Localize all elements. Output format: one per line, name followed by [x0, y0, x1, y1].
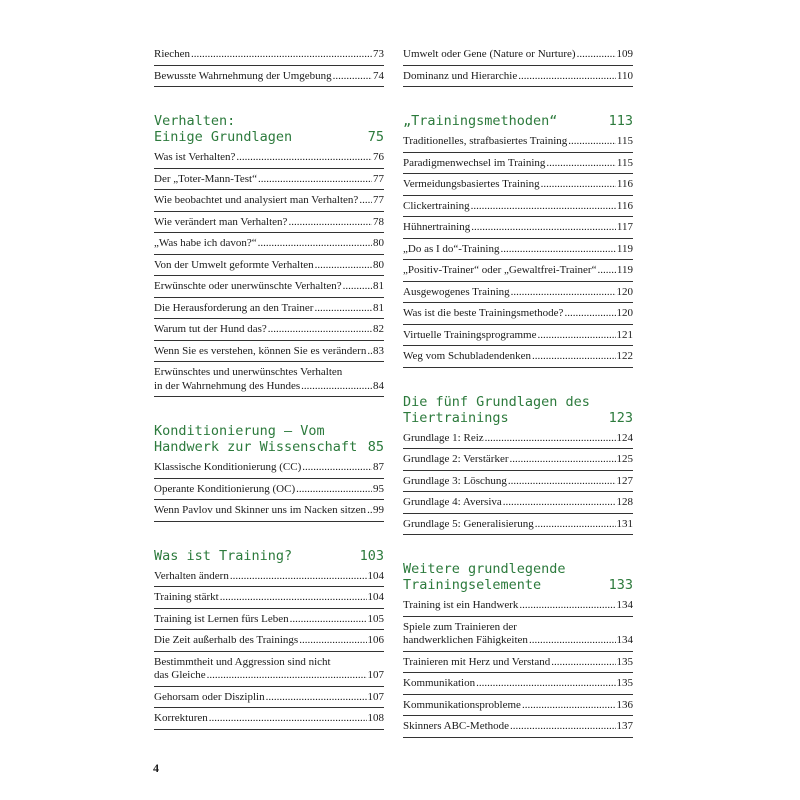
toc-entry-page: 105: [367, 612, 384, 625]
toc-entry-page: 99: [373, 504, 384, 516]
toc-column-left: [154, 44, 384, 730]
toc-entry-title: Training ist Lernen fürs Leben: [154, 612, 289, 625]
toc-entry-page: 84: [373, 379, 384, 392]
toc-entry: [154, 66, 384, 88]
toc-entry-title: Grundlage 5: Generalisierung: [403, 517, 534, 530]
leader-dots: [508, 475, 616, 489]
toc-entry: [403, 471, 633, 493]
toc-entry: [403, 514, 633, 536]
toc-entry: [154, 298, 384, 320]
leader-dots: [519, 599, 615, 613]
toc-entry-line: [154, 691, 384, 705]
toc-entry: [403, 428, 633, 450]
section-title: „Trainingsmethoden“: [403, 113, 558, 129]
toc-entry-line: [154, 70, 384, 84]
leader-dots: [529, 634, 616, 648]
toc-entry-page: 82: [373, 323, 384, 335]
leader-dots: [537, 329, 615, 343]
toc-entry: [154, 479, 384, 501]
leader-dots: [296, 483, 372, 497]
toc-entry-line: [403, 496, 633, 510]
toc-entry-page: 116: [616, 199, 633, 212]
toc-entry-title: Was ist Verhalten?: [154, 151, 236, 163]
toc-entry: [154, 319, 384, 341]
toc-entry-line: [403, 70, 633, 84]
toc-entry: [154, 44, 384, 66]
toc-entry-title: Grundlage 3: Löschung: [403, 474, 507, 487]
toc-entry-page: 134: [616, 599, 633, 611]
toc-entry-line: [154, 345, 384, 359]
leader-dots: [551, 656, 615, 670]
section-heading-line: [154, 439, 384, 455]
toc-entry-title: Der „Toter-Mann-Test“: [154, 172, 257, 185]
toc-entry: [403, 196, 633, 218]
toc-entry-line: [403, 720, 633, 734]
toc-entry: [154, 362, 384, 397]
toc-entry: [403, 673, 633, 695]
toc-entry-title: „Do as I do“-Training: [403, 242, 500, 255]
leader-dots: [532, 350, 615, 364]
section-page: 85: [367, 439, 384, 455]
leader-dots: [258, 173, 372, 187]
toc-entry-title: Gehorsam oder Disziplin: [154, 690, 265, 703]
toc-entry: [403, 131, 633, 153]
toc-entry-page: 119: [616, 242, 633, 255]
toc-entry: [403, 44, 633, 66]
toc-entry: [154, 147, 384, 169]
leader-dots: [577, 48, 616, 62]
toc-entry: [403, 617, 633, 652]
toc-entry: [154, 341, 384, 363]
leader-dots: [367, 504, 372, 518]
leader-dots: [518, 70, 616, 84]
leader-dots: [236, 151, 372, 165]
toc-entry-title: Verhalten ändern: [154, 569, 229, 582]
toc-entry: [403, 282, 633, 304]
toc-entry-line: [154, 591, 384, 605]
toc-entry-page: 107: [367, 690, 384, 703]
toc-entry: [154, 190, 384, 212]
leader-dots: [191, 48, 372, 62]
toc-entry-title: Training ist ein Handwerk: [403, 599, 519, 611]
toc-entry-line: [403, 599, 633, 613]
section-page: 113: [608, 113, 633, 129]
toc-entry: [154, 566, 384, 588]
toc-entry-title: Umwelt oder Gene (Nature or Nurture): [403, 48, 576, 60]
toc-entry-title: Klassische Konditionierung (CC): [154, 461, 302, 473]
toc-entry-page: 77: [373, 194, 384, 206]
toc-entry-line: [403, 286, 633, 300]
section-title: Konditionierung – Vom: [154, 423, 325, 439]
toc-entry-title: Ausgewogenes Training: [403, 285, 510, 298]
section-heading: [403, 561, 633, 593]
leader-dots: [597, 264, 615, 278]
toc-entry-page: 107: [367, 669, 384, 681]
toc-entry-line: [403, 48, 633, 62]
toc-entry-page: 81: [373, 301, 384, 314]
toc-entry-title-line1: Erwünschtes und unerwünschtes Verhalten: [154, 366, 343, 378]
toc-entry-line: [154, 613, 384, 627]
section-page: 75: [367, 129, 384, 145]
leader-dots: [230, 570, 367, 584]
toc-entry: [403, 595, 633, 617]
section-title: Verhalten:: [154, 113, 236, 129]
leader-dots: [299, 634, 366, 648]
leader-dots: [314, 302, 372, 316]
section-heading: [403, 394, 633, 426]
toc-entry-title: in der Wahrnehmung des Hundes: [154, 379, 301, 392]
toc-entry-page: 76: [373, 151, 384, 163]
toc-entry: [154, 652, 384, 687]
toc-entry-line: [403, 350, 633, 364]
toc-entry-title: Virtuelle Trainingsprogramme: [403, 328, 537, 341]
toc-entry-line: [154, 280, 384, 294]
toc-entry-title: Erwünschte oder unerwünschte Verhalten?: [154, 280, 342, 292]
toc-entry: [403, 716, 633, 738]
leader-dots: [503, 496, 616, 510]
toc-entry-page: 122: [616, 350, 633, 362]
toc-entry-line: [154, 504, 384, 518]
toc-entry-title: Clickertraining: [403, 199, 470, 212]
leader-dots: [301, 380, 372, 394]
toc-entry-page: 124: [616, 431, 633, 444]
toc-entry-title: Trainieren mit Herz und Verstand: [403, 655, 551, 668]
toc-entry-title: Die Herausforderung an den Trainer: [154, 301, 314, 314]
section-heading-line: [403, 410, 633, 426]
leader-dots: [207, 669, 367, 683]
toc-entry-title: Vermeidungsbasiertes Training: [403, 178, 540, 190]
leader-dots: [471, 221, 616, 235]
toc-entry-line: [154, 194, 384, 208]
leader-dots: [541, 178, 616, 192]
toc-entry: [403, 652, 633, 674]
section-heading-line: [154, 548, 384, 564]
toc-entry-title: Bewusste Wahrnehmung der Umgebung: [154, 69, 332, 82]
toc-entry: [154, 500, 384, 522]
toc-entry-line: [403, 264, 633, 278]
toc-entry-title: Dominanz und Hierarchie: [403, 69, 518, 82]
leader-dots: [315, 259, 372, 273]
section-title: Die fünf Grundlagen des: [403, 393, 590, 410]
toc-entry-title: handwerklichen Fähigkeiten: [403, 634, 528, 646]
toc-entry-line: [154, 323, 384, 337]
toc-entry-line: [403, 475, 633, 489]
toc-entry: [403, 492, 633, 514]
toc-entry-title: Was ist die beste Trainingsmethode?: [403, 307, 564, 319]
leader-dots: [367, 345, 372, 359]
leader-dots: [471, 200, 616, 214]
toc-entry-line: [154, 570, 384, 584]
toc-entry-page: 127: [616, 474, 633, 487]
toc-entry-title: Weg vom Schubladendenken: [403, 350, 532, 362]
toc-entry-line: [154, 669, 384, 683]
leader-dots: [302, 461, 372, 475]
toc-entry-line: [154, 634, 384, 648]
leader-dots: [290, 613, 367, 627]
toc-entry-title: Operante Konditionierung (OC): [154, 482, 296, 495]
toc-entry-line: [154, 380, 384, 394]
toc-entry: [154, 169, 384, 191]
section-heading: [154, 548, 384, 564]
toc-entry-page: 137: [616, 720, 633, 732]
toc-entry-line: [154, 483, 384, 497]
toc-entry-page: 135: [616, 655, 633, 668]
toc-entry-page: 115: [616, 156, 633, 169]
toc-entry: [403, 449, 633, 471]
page-number: 4: [153, 761, 159, 775]
toc-entry-title: Hühnertraining: [403, 221, 471, 233]
section-heading-line: [154, 129, 384, 145]
toc-entry-line: [154, 237, 384, 251]
toc-entry-title: Riechen: [154, 48, 191, 60]
toc-entry-title: Wenn Sie es verstehen, können Sie es verändern: [154, 344, 367, 357]
leader-dots: [510, 720, 615, 734]
leader-dots: [509, 453, 615, 467]
toc-entry-title: Die Zeit außerhalb des Trainings: [154, 634, 299, 646]
leader-dots: [343, 280, 372, 294]
toc-entry-page: 135: [616, 677, 633, 689]
leader-dots: [568, 135, 616, 149]
toc-entry-page: 77: [373, 172, 384, 185]
toc-entry-line: [403, 243, 633, 257]
leader-dots: [476, 677, 615, 691]
section-title: Trainingselemente: [403, 577, 542, 593]
leader-dots: [511, 286, 616, 300]
toc-entry-page: 125: [616, 453, 633, 465]
toc-entry-title: Kommunikation: [403, 677, 476, 689]
toc-entry: [154, 630, 384, 652]
toc-entry-page: 119: [616, 264, 633, 276]
section-title: Weitere grundlegende: [403, 561, 566, 577]
toc-entry-title: Wenn Pavlov und Skinner uns im Nacken sitzen: [154, 504, 367, 516]
leader-dots: [258, 237, 372, 251]
toc-entry-page: 134: [616, 634, 633, 646]
toc-entry: [403, 260, 633, 282]
toc-entry: [154, 457, 384, 479]
toc-entry-line: [154, 302, 384, 316]
toc-entry-line: [403, 329, 633, 343]
toc-entry: [403, 695, 633, 717]
toc-entry-page: 74: [373, 69, 384, 82]
section-heading-line: [403, 394, 633, 410]
leader-dots: [546, 157, 616, 171]
toc-entry-page: 81: [373, 280, 384, 292]
section-title: Handwerk zur Wissenschaft: [154, 439, 358, 455]
toc-entry-title-line1: Spiele zum Trainieren der: [403, 620, 517, 633]
toc-entry-title: Wie verändert man Verhalten?: [154, 215, 288, 228]
toc-entry-title: Kommunikationsprobleme: [403, 698, 521, 711]
toc-entry-page: 80: [373, 258, 384, 271]
toc-entry: [403, 153, 633, 175]
toc-entry-page: 128: [616, 496, 633, 508]
section-title: Einige Grundlagen: [154, 129, 293, 145]
toc-entry-page: 109: [616, 48, 633, 60]
toc-entry-page: 73: [373, 48, 384, 60]
toc-entry-line: [154, 259, 384, 273]
toc-entry-title-line1: Bestimmtheit und Aggression sind nicht: [154, 655, 331, 668]
toc-entry-page: 106: [367, 634, 384, 646]
toc-entry: [154, 708, 384, 730]
toc-entry-page: 116: [616, 178, 633, 190]
toc-entry-line: [403, 518, 633, 532]
toc-entry-line: [154, 48, 384, 62]
toc-entry-page: 87: [373, 461, 384, 473]
toc-entry-page: 108: [367, 712, 384, 724]
toc-entry-title: Wie beobachtet und analysiert man Verhalten?: [154, 194, 359, 206]
section-title: Was ist Training?: [154, 547, 293, 564]
toc-entry: [154, 587, 384, 609]
toc-entry-title: Korrekturen: [154, 712, 208, 724]
toc-entry-line: [154, 712, 384, 726]
toc-entry-page: 131: [616, 517, 633, 530]
toc-entry-page: 78: [373, 215, 384, 228]
leader-dots: [535, 518, 616, 532]
toc-entry-title: Grundlage 2: Verstärker: [403, 453, 509, 465]
toc-entry-title: das Gleiche: [154, 669, 206, 681]
section-heading-line: [403, 561, 633, 577]
toc-entry: [403, 303, 633, 325]
leader-dots: [333, 70, 372, 84]
toc-entry-page: 136: [616, 698, 633, 711]
leader-dots: [209, 712, 367, 726]
toc-entry-page: 110: [616, 69, 633, 82]
section-heading: [154, 423, 384, 455]
toc-entry-line: [403, 634, 633, 648]
toc-entry: [154, 276, 384, 298]
toc-entry: [154, 233, 384, 255]
toc-entry-line: [403, 157, 633, 171]
leader-dots: [268, 323, 372, 337]
section-heading: [403, 113, 633, 129]
toc-entry-title: Paradigmenwechsel im Training: [403, 156, 546, 169]
toc-entry-page: 115: [616, 135, 633, 147]
section-heading: [154, 113, 384, 145]
toc-entry-title: Warum tut der Hund das?: [154, 323, 267, 335]
section-title: Tiertrainings: [403, 409, 509, 426]
leader-dots: [522, 699, 616, 713]
toc-entry-title: „Was habe ich davon?“: [154, 237, 257, 249]
leader-dots: [220, 591, 367, 605]
toc-entry-line: [403, 699, 633, 713]
toc-entry-line: [403, 677, 633, 691]
toc-entry-title: Traditionelles, strafbasiertes Training: [403, 135, 568, 147]
toc-entry: [403, 346, 633, 368]
leader-dots: [288, 216, 372, 230]
toc-entry-title: Grundlage 4: Aversiva: [403, 496, 502, 508]
toc-entry-line: [403, 135, 633, 149]
toc-entry-line: [154, 173, 384, 187]
toc-entry-page: 121: [616, 328, 633, 341]
toc-entry: [154, 255, 384, 277]
toc-entry-line: [403, 221, 633, 235]
leader-dots: [564, 307, 615, 321]
toc-entry-title: „Positiv-Trainer“ oder „Gewaltfrei-Trainer“: [403, 264, 597, 276]
toc-entry-page: 117: [616, 221, 633, 233]
section-heading-line: [154, 423, 384, 439]
toc-entry-title: Training stärkt: [154, 591, 219, 603]
section-heading-line: [403, 113, 633, 129]
toc-entry: [403, 217, 633, 239]
toc-entry: [154, 212, 384, 234]
section-page: 123: [608, 409, 633, 426]
leader-dots: [359, 194, 372, 208]
toc-entry-page: 80: [373, 237, 384, 249]
toc-entry-page: 95: [373, 482, 384, 495]
section-page: 133: [608, 577, 633, 593]
toc-entry-line: [154, 151, 384, 165]
section-page: 103: [359, 547, 384, 564]
toc-entry-title: Skinners ABC-Methode: [403, 720, 510, 732]
toc-entry-page: 120: [616, 285, 633, 298]
toc-entry-line: [403, 453, 633, 467]
toc-entry: [403, 66, 633, 88]
toc-entry: [403, 239, 633, 261]
toc-entry-page: 83: [373, 344, 384, 357]
toc-entry: [154, 687, 384, 709]
toc-column-right: [403, 44, 633, 738]
leader-dots: [266, 691, 367, 705]
toc-entry-line: [403, 656, 633, 670]
toc-entry: [154, 609, 384, 631]
toc-entry-page: 104: [367, 569, 384, 582]
toc-entry-line: [403, 178, 633, 192]
toc-entry-title: Von der Umwelt geformte Verhalten: [154, 258, 314, 271]
toc-entry-page: 104: [367, 591, 384, 603]
section-heading-line: [154, 113, 384, 129]
section-heading-line: [403, 577, 633, 593]
toc-entry-line: [403, 432, 633, 446]
toc-entry-title: Grundlage 1: Reiz: [403, 431, 484, 444]
toc-entry-line: [403, 307, 633, 321]
toc-entry-line: [154, 461, 384, 475]
toc-entry-line: [403, 200, 633, 214]
leader-dots: [500, 243, 615, 257]
toc-entry-line: [154, 216, 384, 230]
leader-dots: [485, 432, 616, 446]
toc-entry: [403, 325, 633, 347]
toc-entry-page: 120: [616, 307, 633, 319]
toc-entry: [403, 174, 633, 196]
